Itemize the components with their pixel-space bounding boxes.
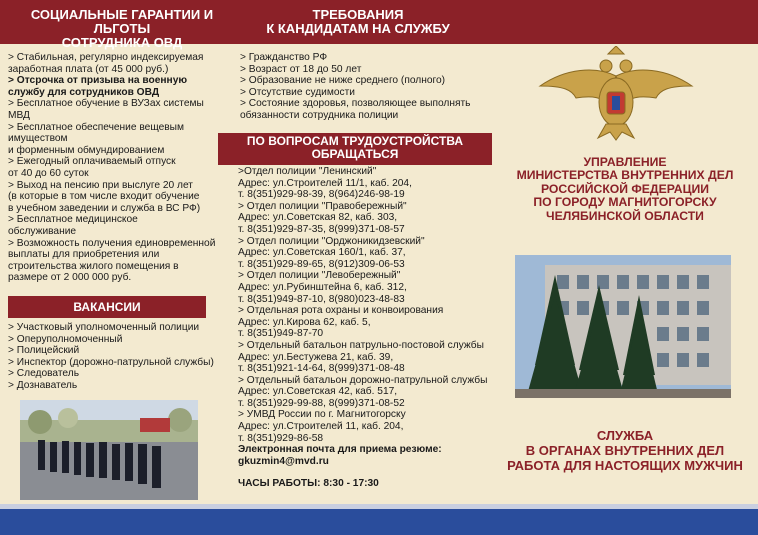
footer-band bbox=[0, 509, 758, 535]
contact-line: > Отдел полиции "Правобережный" bbox=[238, 200, 407, 212]
list-item: > Участковый уполномоченный полиции bbox=[8, 322, 200, 333]
contacts-heading: ПО ВОПРОСАМ ТРУДОУСТРОЙСТВА ОБРАЩАТЬСЯ bbox=[218, 133, 492, 165]
list-item: > Ежегодный оплачиваемый отпуск от 40 до 60 суток bbox=[8, 156, 176, 179]
list-item: > Отсрочка от призыва на военную службу для сотрудников ОВД bbox=[8, 75, 188, 98]
contact-line: > Отдел полиции "Орджоникидзевский" bbox=[238, 235, 425, 247]
list-item: > Возраст от 18 до 50 лет bbox=[240, 63, 362, 75]
contact-line: > Отдельный батальон патрульно-постовой службы bbox=[238, 339, 484, 351]
contact-line: т. 8(351)929-87-35, 8(999)371-08-57 bbox=[238, 223, 405, 235]
list-item: > Полицейский bbox=[8, 345, 80, 357]
contact-line: Адрес: ул.Советская 160/1, каб. 37, bbox=[238, 247, 406, 259]
list-item: > Образование не ниже среднего (полного) bbox=[240, 75, 446, 87]
contacts-list bbox=[238, 166, 500, 490]
contact-line: Адрес: ул.Строителей 11, каб. 204, bbox=[238, 421, 404, 433]
list-item: > Состояние здоровья, позволяющее выполнять обязанности сотрудника полиции bbox=[240, 98, 471, 121]
benefits-list bbox=[8, 52, 230, 284]
contact-line: > УМВД России по г. Магнитогорску bbox=[238, 409, 406, 421]
list-item: > Возможность получения единовременной выплаты для приобретения или строительства жилого помещения в размере от 2 000 000 руб. bbox=[8, 237, 216, 284]
contact-line: т. 8(351)929-99-88, 8(999)371-08-52 bbox=[238, 397, 405, 409]
list-item: > Стабильная, регулярно индексируемая заработная плата (от 45 000 руб.) bbox=[8, 52, 204, 75]
list-item: > Бесплатное обучение в ВУЗах системы МВД bbox=[8, 98, 204, 121]
email-label: Электронная почта для приема резюме: bbox=[238, 444, 442, 456]
contact-line: Адрес: ул.Советская 42, каб. 517, bbox=[238, 386, 398, 398]
contact-line: т. 8(351)929-98-39, 8(964)246-98-19 bbox=[238, 189, 405, 201]
eagle-emblem bbox=[536, 46, 696, 142]
list-item: > Выход на пенсию при выслуге 20 лет (в которые в том числе входит обучение в учебном заведении и служба в ВС РФ) bbox=[8, 179, 201, 214]
requirements-heading: ТРЕБОВАНИЯ К КАНДИДАТАМ НА СЛУЖБУ bbox=[266, 7, 450, 36]
list-item: > Бесплатное медицинское обслуживание bbox=[8, 214, 138, 237]
parade-photo bbox=[20, 400, 198, 500]
requirements-list bbox=[240, 52, 488, 122]
contact-line: т. 8(351)949-87-70 bbox=[238, 328, 324, 340]
contact-line: > Отдельный батальон дорожно-патрульной службы bbox=[238, 374, 488, 386]
list-item: > Оперуполномоченный bbox=[8, 333, 123, 345]
contact-line: Адрес: ул.Строителей 11/1, каб. 204, bbox=[238, 177, 412, 189]
contact-line: т. 8(351)921-14-64, 8(999)371-08-48 bbox=[238, 363, 405, 375]
list-item: > Инспектор (дорожно-патрульной службы) bbox=[8, 356, 214, 368]
vacancies-heading: ВАКАНСИИ bbox=[8, 296, 206, 318]
list-item: > Гражданство РФ bbox=[240, 52, 328, 63]
contact-line: т. 8(351)929-89-65, 8(912)309-06-53 bbox=[238, 258, 405, 270]
contact-line: т. 8(351)929-86-58 bbox=[238, 432, 324, 444]
contact-line: т. 8(351)949-87-10, 8(980)023-48-83 bbox=[238, 293, 405, 305]
contact-line: Адрес: ул.Рубинштейна 6, каб. 312, bbox=[238, 281, 407, 293]
organization-name: УПРАВЛЕНИЕ МИНИСТЕРСТВА ВНУТРЕННИХ ДЕЛ РОССИЙСКОЙ ФЕДЕРАЦИИ ПО ГОРОДУ МАГНИТОГОРСКУ ЧЕЛЯБИНСКОЙ ОБЛАСТИ bbox=[516, 155, 734, 223]
contact-line: Адрес: ул.Советская 82, каб. 303, bbox=[238, 212, 398, 224]
contact-line: > Отдел полиции "Левобережный" bbox=[238, 270, 401, 282]
benefits-heading: СОЦИАЛЬНЫЕ ГАРАНТИИ И ЛЬГОТЫ СОТРУДНИКА ОВД bbox=[30, 7, 214, 50]
contact-line: > Отдельная рота охраны и конвоирования bbox=[238, 305, 444, 317]
building-photo bbox=[515, 255, 731, 398]
list-item: > Отсутствие судимости bbox=[240, 86, 355, 98]
email-address[interactable]: gkuzmin4@mvd.ru bbox=[238, 455, 329, 467]
vacancies-list bbox=[8, 322, 234, 392]
list-item: > Бесплатное обеспечение вещевым имуществом и форменным обмундированием bbox=[8, 121, 184, 156]
contact-line: >Отдел полиции "Ленинский" bbox=[238, 166, 377, 177]
contact-line: Адрес: ул.Кирова 62, каб. 5, bbox=[238, 316, 371, 328]
slogan: СЛУЖБА В ОРГАНАХ ВНУТРЕННИХ ДЕЛ РАБОТА ДЛЯ НАСТОЯЩИХ МУЖЧИН bbox=[507, 428, 743, 473]
contact-line: Адрес: ул.Бестужева 21, каб. 39, bbox=[238, 351, 394, 363]
list-item: > Следователь bbox=[8, 368, 80, 380]
list-item: > Дознаватель bbox=[8, 379, 78, 391]
working-hours: ЧАСЫ РАБОТЫ: 8:30 - 17:30 bbox=[238, 478, 379, 490]
